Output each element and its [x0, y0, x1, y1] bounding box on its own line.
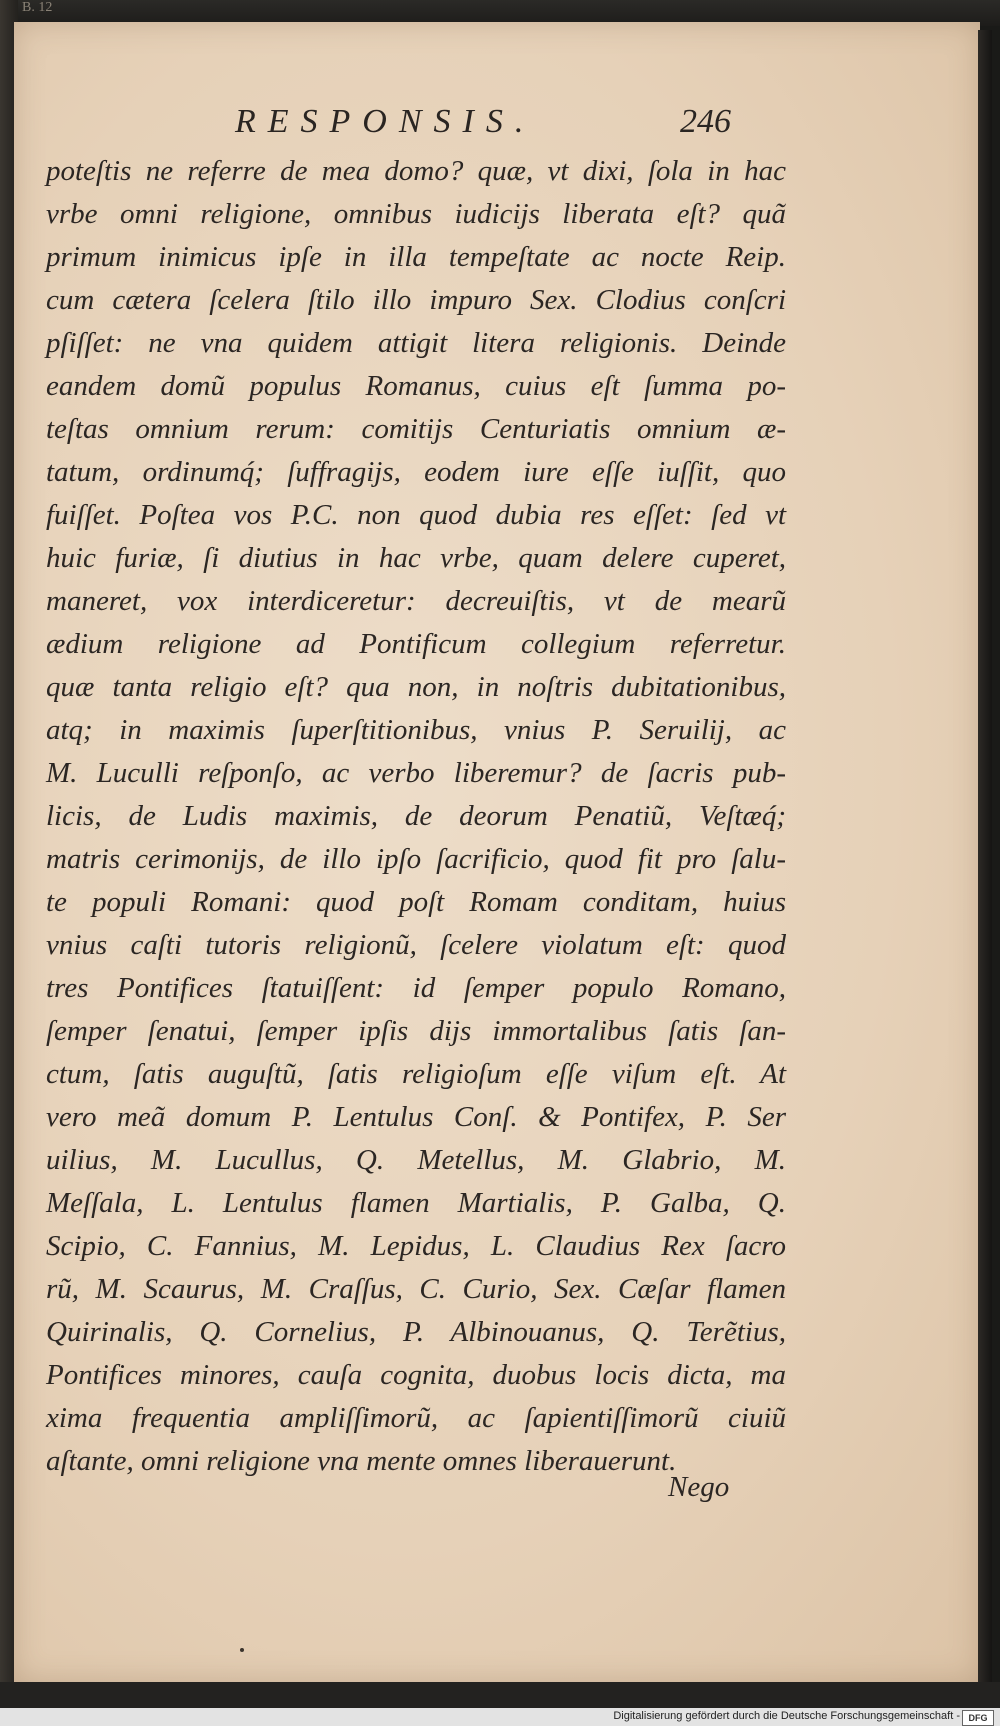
text-line: teſtas omnium rerum: comitijs Centuriatis omnium æ-: [46, 413, 786, 445]
running-head: RESPONSIS.: [235, 103, 536, 140]
text-line: xima frequentia ampliſſimorũ, ac ſapientiſſimorũ ciuiũ: [46, 1402, 786, 1434]
text-line: ctum, ſatis auguſtũ, ſatis religioſum eſſe viſum eſt. At: [46, 1058, 786, 1090]
text-line: vero meã domum P. Lentulus Conſ. & Pontifex, P. Ser: [46, 1101, 786, 1133]
text-line: ſemper ſenatui, ſemper ipſis dijs immortalibus ſatis ſan-: [46, 1015, 786, 1047]
text-line: aſtante, omni religione vna mente omnes liberauerunt.: [46, 1445, 677, 1477]
catchword: Nego: [668, 1471, 730, 1503]
book-bottom-edge: [0, 1682, 1000, 1708]
text-line: vrbe omni religione, omnibus iudicijs liberata eſt? quã: [46, 198, 786, 230]
text-line: eandem domũ populus Romanus, cuius eſt ſumma po-: [46, 370, 786, 402]
text-line: Quirinalis, Q. Cornelius, P. Albinouanus, Q. Terẽtius,: [46, 1316, 786, 1348]
text-line: M. Luculli reſponſo, ac verbo liberemur? de ſacris pub-: [46, 757, 786, 789]
text-line: poteſtis ne referre de mea domo? quæ, vt dixi, ſola in hac: [46, 155, 786, 187]
text-line: pſiſſet: ne vna quidem attigit litera religionis. Deinde: [46, 327, 786, 359]
text-line: uilius, M. Lucullus, Q. Metellus, M. Glabrio, M.: [46, 1144, 786, 1176]
text-line: quæ tanta religio eſt? qua non, in noſtris dubitationibus,: [46, 671, 786, 703]
text-line: cum cætera ſcelera ſtilo illo impuro Sex. Clodius conſcri: [46, 284, 786, 316]
text-line: atq; in maximis ſuperſtitionibus, vnius P. Seruilij, ac: [46, 714, 786, 746]
text-line: tres Pontifices ſtatuiſſent: id ſemper populo Romano,: [46, 972, 786, 1004]
shelf-mark: B. 12: [22, 0, 53, 15]
text-line: vnius caſti tutoris religionũ, ſcelere violatum eſt: quod: [46, 929, 786, 961]
text-line: primum inimicus ipſe in illa tempeſtate ac nocte Reip.: [46, 241, 786, 273]
page-fore-edge: [978, 30, 992, 1685]
text-line: huic furiæ, ſi diutius in hac vrbe, quam delere cuperet,: [46, 542, 786, 574]
text-line: ædium religione ad Pontificum collegium referretur.: [46, 628, 786, 660]
text-line: licis, de Ludis maximis, de deorum Penatiũ, Veſtæq́;: [46, 800, 786, 832]
text-line: matris cerimonijs, de illo ipſo ſacrificio, quod fit pro ſalu-: [46, 843, 786, 875]
ink-speck: [240, 1648, 244, 1652]
text-line: maneret, vox interdiceretur: decreuiſtis, vt de mearũ: [46, 585, 786, 617]
text-line: Meſſala, L. Lentulus flamen Martialis, P. Galba, Q.: [46, 1187, 786, 1219]
text-line: Pontifices minores, cauſa cognita, duobus locis dicta, ma: [46, 1359, 786, 1391]
text-line: fuiſſet. Poſtea vos P.C. non quod dubia res eſſet: ſed vt: [46, 499, 786, 531]
text-line: Scipio, C. Fannius, M. Lepidus, L. Claudius Rex ſacro: [46, 1230, 786, 1262]
body-text: [46, 150, 786, 1483]
page-number: 246: [680, 103, 731, 140]
text-line: rũ, M. Scaurus, M. Craſſus, C. Curio, Sex. Cæſar flamen: [46, 1273, 786, 1305]
text-line: tatum, ordinumq́; ſuffragijs, eodem iure eſſe iuſſit, quo: [46, 456, 786, 488]
text-line: te populi Romani: quod poſt Romam conditam, huius: [46, 886, 786, 918]
dfg-logo-badge: DFG: [962, 1710, 994, 1726]
digitization-credit: Digitalisierung gefördert durch die Deutsche Forschungsgemeinschaft -: [613, 1710, 960, 1722]
